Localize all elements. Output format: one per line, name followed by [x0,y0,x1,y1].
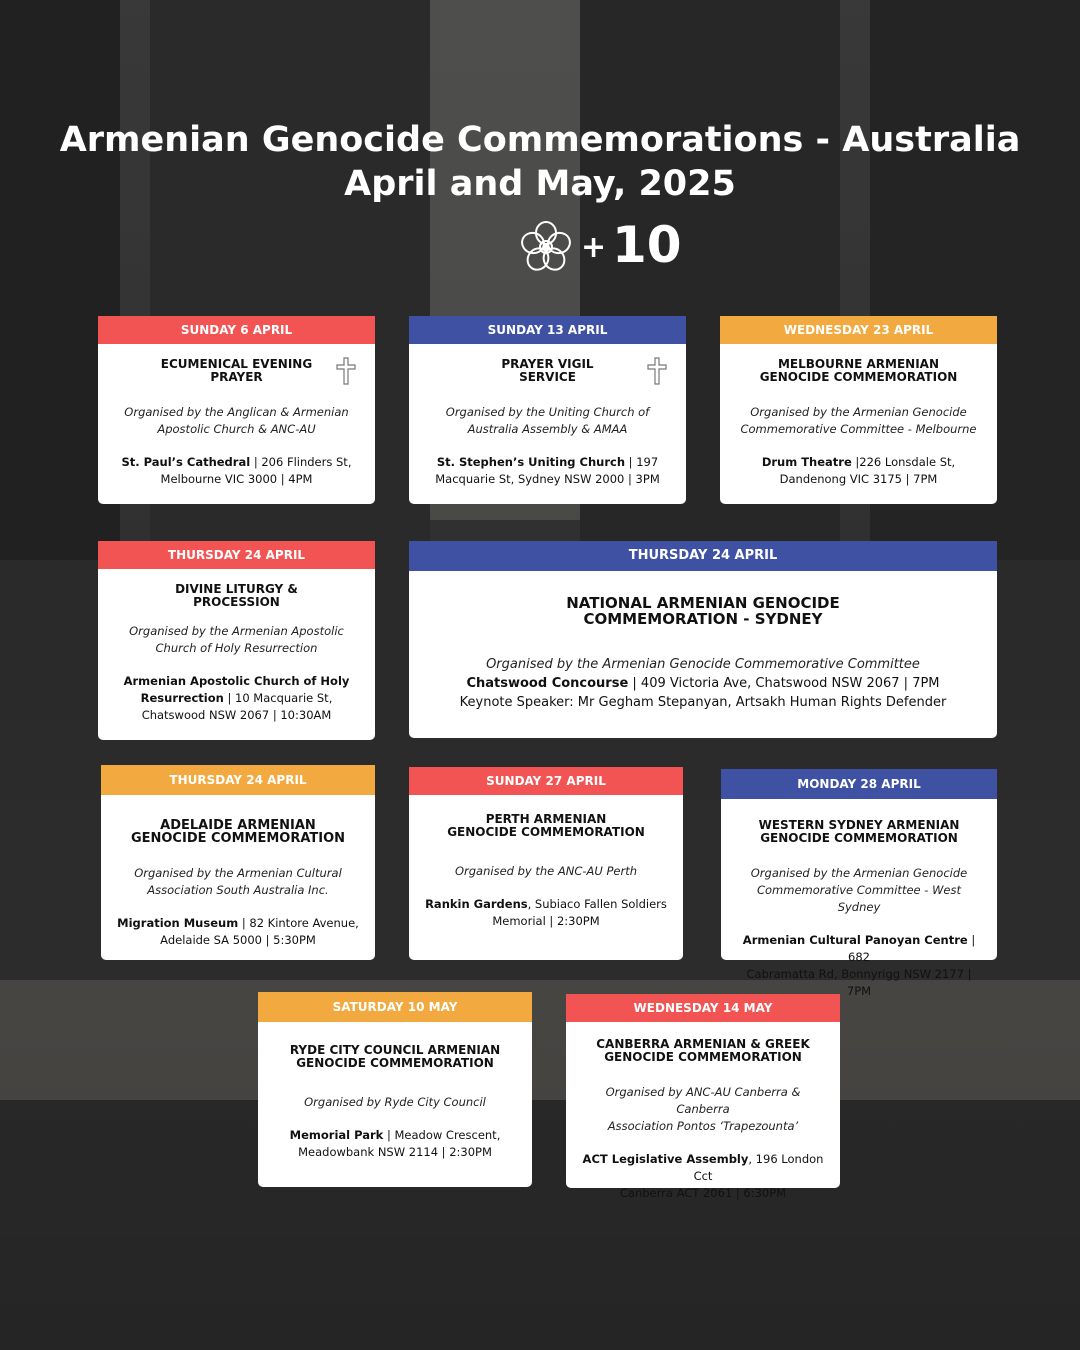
event-organiser: Organised by the Armenian Genocide [750,405,967,419]
event-organiser: Commemorative Committee - Melbourne [740,422,977,436]
event-venue: Rankin Gardens [425,897,528,911]
event-name: ADELAIDE ARMENIAN [160,818,316,833]
event-address: | 206 Flinders St, [250,455,352,469]
event-address: Melbourne VIC 3000 | 4PM [160,472,313,486]
event-organiser: Organised by the ANC-AU Perth [454,864,638,878]
event-organiser: Organised by ANC-AU Canberra & Canberra [605,1085,801,1116]
event-venue: Chatswood Concourse [466,676,629,691]
event-name: PERTH ARMENIAN [485,812,607,826]
event-address: Cabramatta Rd, Bonnyrigg NSW 2177 | 7PM [746,967,972,998]
event-address: , Subiaco Fallen Soldiers [527,897,667,911]
event-name: CANBERRA ARMENIAN & GREEK [596,1037,810,1051]
event-name: GENOCIDE COMMEMORATION [447,825,645,839]
event-venue: ACT Legislative Assembly [582,1152,749,1166]
event-date: SUNDAY 13 APRIL [409,316,686,344]
event-date: MONDAY 28 APRIL [721,769,997,799]
cross-icon [646,356,668,386]
event-address: Meadowbank NSW 2114 | 2:30PM [298,1145,492,1159]
event-venue: Drum Theatre [761,455,852,469]
anniversary-emblem [518,215,682,279]
event-card [566,994,840,1200]
event-date: THURSDAY 24 APRIL [101,765,375,795]
event-name: PROCESSION [193,595,280,609]
forget-me-not-icon [518,219,574,275]
event-organiser: Organised by the Armenian Genocide Commemorative Committee [486,657,920,672]
event-venue: Migration Museum [117,916,239,930]
event-address: |226 Lonsdale St, [851,455,956,469]
event-card [721,769,997,998]
event-address: Macquarie St, Sydney NSW 2000 | 3PM [435,472,660,486]
event-card [98,541,375,740]
event-date: SATURDAY 10 MAY [258,992,532,1022]
event-name: WESTERN SYDNEY ARMENIAN [758,818,960,832]
event-date: THURSDAY 24 APRIL [98,541,375,569]
event-organiser: Organised by the Armenian Cultural [134,866,342,880]
event-organiser: Organised by Ryde City Council [304,1095,486,1109]
event-venue: St. Stephen’s Uniting Church [436,455,626,469]
event-date: SUNDAY 6 APRIL [98,316,375,344]
event-date: WEDNESDAY 23 APRIL [720,316,997,344]
event-organiser: Organised by the Armenian Genocide [750,866,968,880]
event-name: GENOCIDE COMMEMORATION [296,1056,494,1070]
event-address: | 82 Kintore Avenue, [238,916,359,930]
event-name: GENOCIDE COMMEMORATION [130,831,346,846]
event-keynote: Keynote Speaker: Mr Gegham Stepanyan, Artsakh Human Rights Defender [459,695,947,710]
featured-event-card [409,541,997,738]
event-name: ECUMENICAL EVENING [160,357,313,371]
event-address: Canberra ACT 2061 | 6:30PM [619,1186,787,1200]
event-address: | 197 [625,455,659,469]
event-name: GENOCIDE COMMEMORATION [760,831,958,845]
event-name: NATIONAL ARMENIAN GENOCIDE [566,594,840,612]
event-organiser: Association Pontos ‘Trapezounta’ [607,1119,799,1133]
event-card [720,316,997,504]
event-organiser: Association South Australia Inc. [147,883,329,897]
event-organiser: Organised by the Anglican & Armenian [124,405,349,419]
cross-icon [335,356,357,386]
event-name: PRAYER [210,370,263,384]
event-organiser: Australia Assembly & AMAA [467,422,628,436]
event-organiser: Apostolic Church & ANC-AU [157,422,316,436]
event-address: Memorial | 2:30PM [492,914,600,928]
event-name: RYDE CITY COUNCIL ARMENIAN [289,1043,501,1057]
event-name: DIVINE LITURGY & [175,582,298,596]
event-venue: Armenian Cultural Panoyan Centre [742,933,968,947]
event-date: WEDNESDAY 14 MAY [566,994,840,1022]
event-date: SUNDAY 27 APRIL [409,767,683,795]
plus-sign: + [581,230,607,265]
page-subtitle: April and May, 2025 [344,164,736,204]
event-name: MELBOURNE ARMENIAN [777,357,940,371]
event-address: | Meadow Crescent, [383,1128,501,1142]
event-card [101,765,375,960]
event-organiser: Organised by the Armenian Apostolic [129,624,344,638]
event-organiser: Church of Holy Resurrection [155,641,318,655]
event-card [409,767,683,960]
event-venue: Resurrection [140,691,224,705]
event-address: Dandenong VIC 3175 | 7PM [779,472,938,486]
event-name: GENOCIDE COMMEMORATION [604,1050,802,1064]
event-address: Chatswood NSW 2067 | 10:30AM [141,708,332,722]
event-card [98,316,375,504]
event-organiser: Commemorative Committee - West Sydney [756,883,962,914]
event-name: PRAYER VIGIL [501,357,594,371]
years-number: 10 [612,216,682,274]
event-organiser: Organised by the Uniting Church of [445,405,650,419]
event-venue: Memorial Park [289,1128,384,1142]
event-name: SERVICE [519,370,576,384]
event-address: | 682 [848,933,976,964]
event-card [258,992,532,1187]
event-address: Adelaide SA 5000 | 5:30PM [160,933,316,947]
event-date: THURSDAY 24 APRIL [409,541,997,571]
page-title: Armenian Genocide Commemorations - Australia [59,120,1021,160]
event-venue: St. Paul’s Cathedral [121,455,251,469]
event-name: COMMEMORATION - SYDNEY [583,610,823,628]
event-address: | 10 Macquarie St, [223,691,333,705]
event-address: | 409 Victoria Ave, Chatswood NSW 2067 | 7PM [628,676,940,691]
event-name: GENOCIDE COMMEMORATION [759,370,958,384]
event-venue: Armenian Apostolic Church of Holy [123,674,350,688]
event-address: , 196 London Cct [693,1152,824,1183]
event-card [409,316,686,504]
